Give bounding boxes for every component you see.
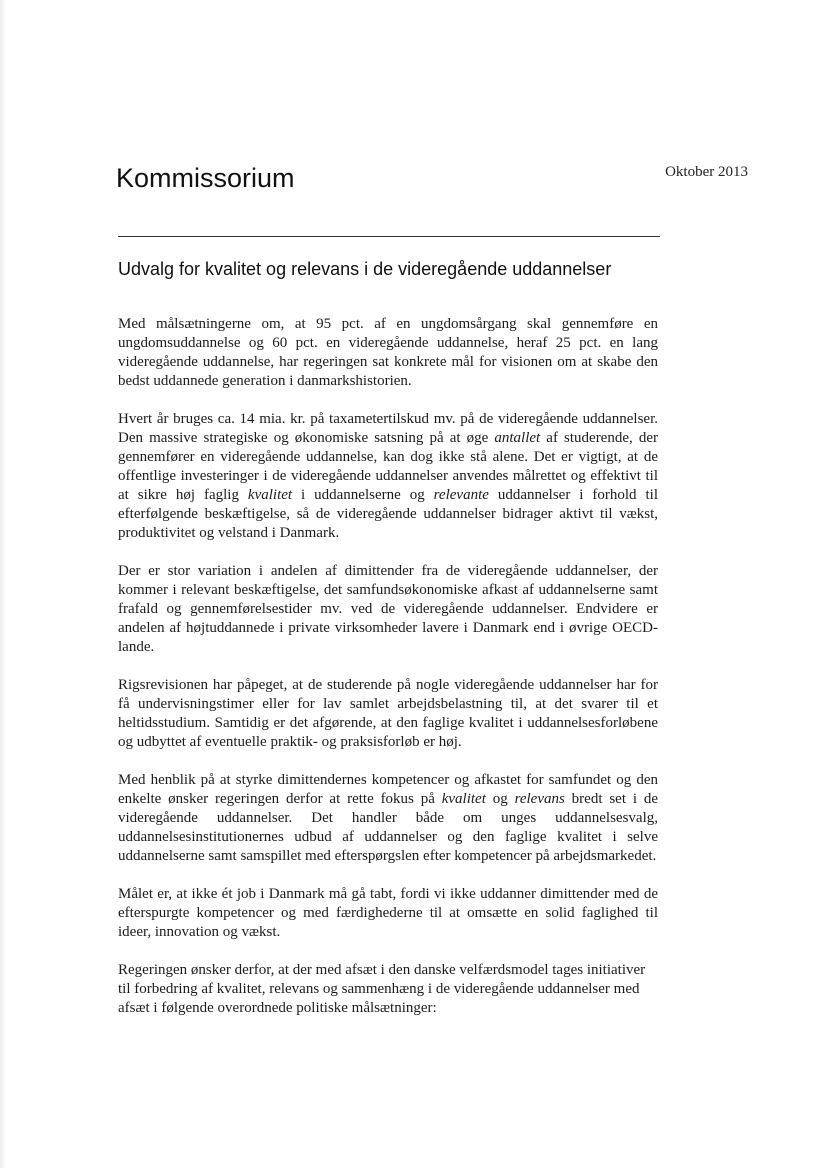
- paragraph-2-part-e: i uddannelserne og: [292, 487, 434, 503]
- document-title: Kommissorium: [116, 163, 295, 193]
- paragraph-5-part-e: bredt set i de videregående uddannelser. Det handler både om unges uddannelsesvalg, uddannelsesinstitutionernes udbud af uddannelser og den faglige kvalitet i selve uddannelserne samt samspillet med efterspørgslen efter kompetencer på arbejdsmarkedet.: [118, 791, 659, 864]
- body-text: [118, 315, 658, 1037]
- paragraph-2: [118, 410, 658, 543]
- paragraph-4: Rigsrevisionen har påpeget, at de studerende på nogle videregående uddannelser har for få undervisningstimer eller for lav samlet arbejdsbelastning til, at det svarer til et heltidsstudium. Samtidig er det afgørende, at den faglige kvalitet i uddannelsesforløbene og udbyttet af eventuelle praktik- og praksisforløb er høj.: [118, 677, 658, 750]
- emphasis-relevante: relevante: [433, 487, 489, 503]
- title-divider: [118, 236, 660, 237]
- paragraph-5-part-c: og: [485, 791, 515, 807]
- paragraph-1: Med målsætningerne om, at 95 pct. af en ungdomsårgang skal gennemføre en ungdomsuddannelse og 60 pct. en videregående uddannelse, heraf 25 pct. en lang videregående uddannelse, har regeringen sat konkrete mål for visionen om at skabe den bedst uddannede generation i danmarkshistorien.: [118, 316, 658, 389]
- emphasis-kvalitet-2: kvalitet: [441, 791, 486, 807]
- paragraph-5-part-a: Med henblik på at styrke dimittendernes kompetencer og afkastet for samfundet og den enkelte ønsker regeringen derfor at rette fokus på: [118, 772, 658, 807]
- emphasis-kvalitet: kvalitet: [247, 487, 293, 503]
- paragraph-5: [118, 771, 658, 866]
- emphasis-relevans: relevans: [514, 791, 565, 807]
- paragraph-2-part-g: uddannelser i forhold til efterfølgende beskæftigelse, så de videregående uddannelser bidrager aktivt til vækst, produktivitet og velstand i Danmark.: [118, 487, 658, 541]
- document-subtitle: Udvalg for kvalitet og relevans i de videregående uddannelser: [118, 259, 612, 279]
- paragraph-6: Målet er, at ikke ét job i Danmark må gå tabt, fordi vi ikke uddanner dimittender med de efterspurgte kompetencer og med færdighederne til at omsætte en solid faglighed til ideer, innovation og vækst.: [118, 886, 658, 940]
- document-date: Oktober 2013: [665, 164, 748, 180]
- scan-edge: [0, 0, 6, 1168]
- paragraph-2-part-c: af studerende, der gennemfører en videregående uddannelse, kan dog ikke stå alene. Det er vigtigt, at de offentlige investeringer i de videregående uddannelser anvendes målrettet og effektivt til at sikre høj faglig: [118, 430, 658, 503]
- paragraph-7: Regeringen ønsker derfor, at der med afsæt i den danske velfærdsmodel tages initiativer til forbedring af kvalitet, relevans og sammenhæng i de videregående uddannelser med afsæt i følgende overordnede politiske målsætninger:: [118, 962, 646, 1016]
- emphasis-antallet: antallet: [494, 430, 541, 446]
- paragraph-2-part-a: Hvert år bruges ca. 14 mia. kr. på taxametertilskud mv. på de videregående uddannelser. Den massive strategiske og økonomiske satsning på at øge: [118, 411, 658, 446]
- paragraph-3: Der er stor variation i andelen af dimittender fra de videregående uddannelser, der kommer i relevant beskæftigelse, det samfundsøkonomiske afkast af uddannelserne samt frafald og gennemførelsestider mv. ved de videregående uddannelser. Endvidere er andelen af højtuddannede i private virksomheder lavere i Danmark end i øvrige OECD-lande.: [118, 563, 658, 655]
